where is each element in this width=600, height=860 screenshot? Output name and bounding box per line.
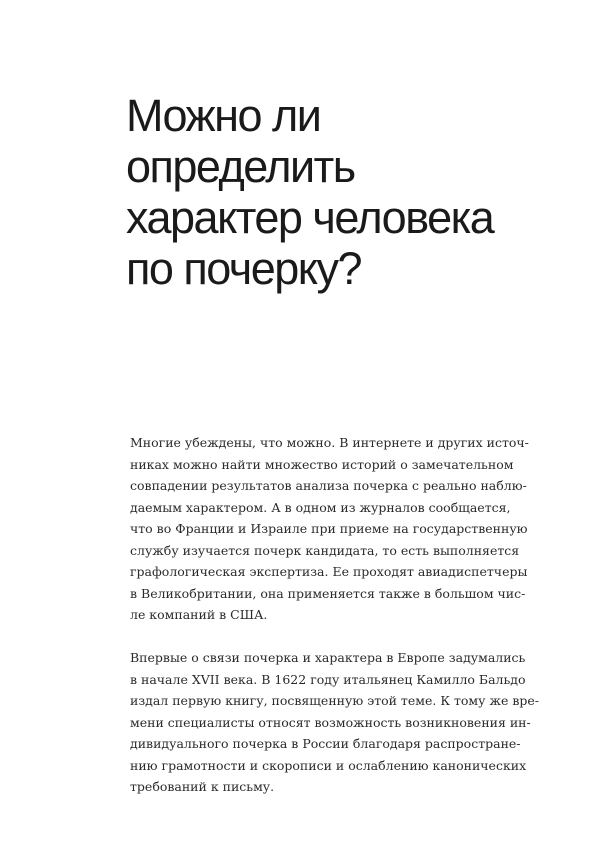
title-line: Можно ли: [126, 90, 321, 141]
text-line: Многие убеждены, что можно. В интернете и других источ-: [130, 435, 529, 450]
title-line: характер человека: [126, 192, 494, 243]
text-line: что во Франции и Израиле при приеме на государственную: [130, 521, 528, 536]
chapter-title: [126, 90, 586, 294]
text-line: Впервые о связи почерка и характера в Европе задумались: [130, 650, 526, 665]
text-line: совпадении результатов анализа почерка с реально наблю-: [130, 478, 527, 493]
text-line: издал первую книгу, посвященную этой теме. К тому же вре-: [130, 693, 539, 708]
text-line: никах можно найти множество историй о замечательном: [130, 456, 514, 472]
text-line: в начале XVII века. В 1622 году итальянец Камилло Бальдо: [130, 671, 526, 687]
title-line: определить: [126, 141, 355, 192]
text-line: даемым характером. А в одном из журналов сообщается,: [130, 499, 511, 515]
body-text: [130, 432, 540, 819]
text-line: графологическая экспертиза. Ее проходят авиадиспетчеры: [130, 564, 528, 579]
paragraph-2: [130, 647, 540, 798]
text-line: в Великобритании, она применяется также в большом чис-: [130, 585, 526, 601]
text-line: дивидуального почерка в России благодаря распростране-: [130, 736, 521, 751]
text-line: ле компаний в США.: [130, 607, 268, 622]
title-line: по почерку?: [126, 243, 362, 294]
text-line: требований к письму.: [130, 779, 275, 794]
paragraph-1: [130, 432, 540, 626]
text-line: службу изучается почерк кандидата, то есть выполняется: [130, 542, 520, 558]
text-line: мени специалисты относят возможность возникновения ин-: [130, 714, 531, 730]
text-line: нию грамотности и скорописи и ослаблению канонических: [130, 757, 527, 773]
